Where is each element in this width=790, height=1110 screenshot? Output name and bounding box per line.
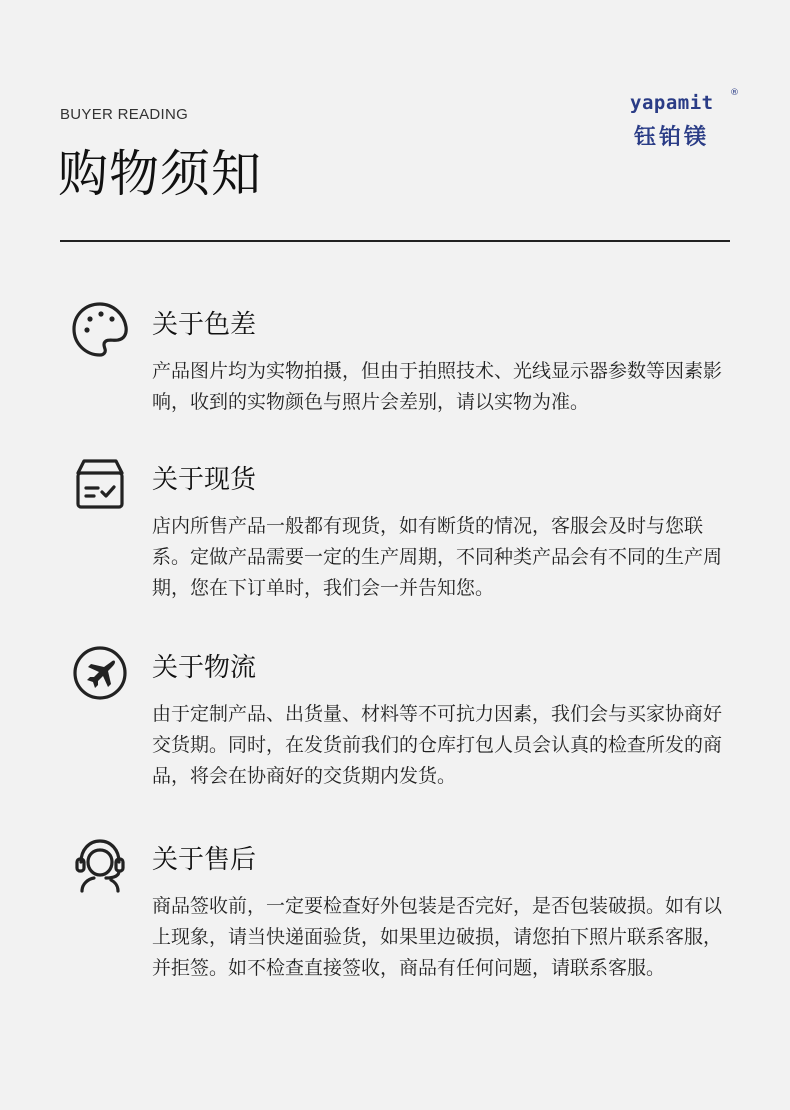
section-title: 关于售后: [152, 845, 257, 875]
header-subtitle: BUYER READING: [60, 106, 189, 123]
header-divider: [60, 240, 730, 242]
airplane-icon: [70, 643, 130, 703]
registered-mark: ®: [730, 88, 739, 98]
palette-icon: [70, 300, 130, 360]
box-check-icon: [70, 455, 130, 515]
section-title: 关于物流: [152, 653, 257, 683]
page-title: 购物须知: [58, 145, 262, 203]
section-body: 由于定制产品、出货量、材料等不可抗力因素，我们会与买家协商好交货期。同时，在发货前我们的仓库打包人员会认真的检查所发的商品，将会在协商好的交货期内发货。: [152, 703, 723, 787]
logo-text-cn: 钰铂镁: [634, 125, 710, 150]
section-title: 关于色差: [152, 310, 257, 340]
section-body: 商品签收前，一定要检查好外包装是否完好，是否包装破损。如有以上现象，请当快递面验货，如果里边破损，请您拍下照片联系客服，并拒签。如不检查直接签收，商品有任何问题，请联系客服。: [152, 895, 723, 979]
section-body: 产品图片均为实物拍摄，但由于拍照技术、光线显示器参数等因素影响，收到的实物颜色与照片会差别，请以实物为准。: [152, 360, 723, 413]
section-title: 关于现货: [152, 465, 257, 495]
brand-logo: [628, 88, 740, 152]
headset-icon: [70, 835, 130, 895]
logo-text-en: yapamit: [630, 92, 714, 114]
section-body: 店内所售产品一般都有现货，如有断货的情况，客服会及时与您联系。定做产品需要一定的生产周期，不同种类产品会有不同的生产周期，您在下订单时，我们会一并告知您。: [152, 515, 723, 599]
